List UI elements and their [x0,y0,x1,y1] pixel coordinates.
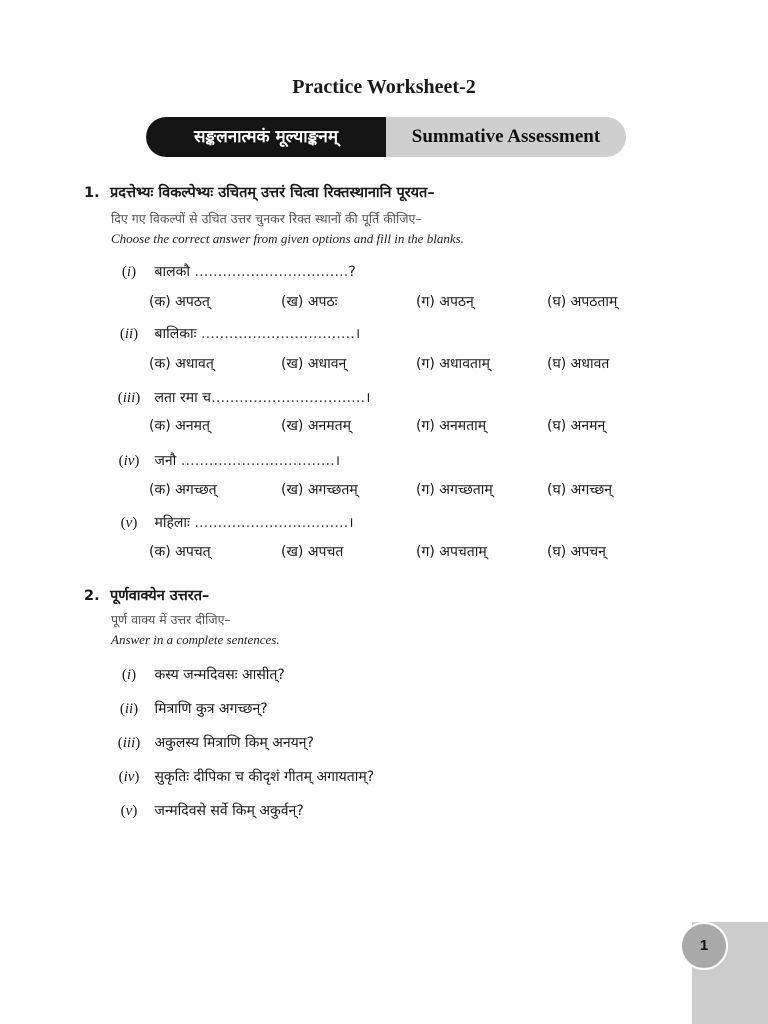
option-kha: (ख) अधावन् [281,356,347,372]
blank-line: …………………………… [211,390,366,406]
option-ka: (क) अनमत् [149,418,210,434]
option-ka: (क) अपठत् [149,294,210,310]
q2-item [108,767,374,786]
q1-item [108,513,354,532]
q2-heading [84,585,209,605]
option-ka: (क) अगच्छत् [149,482,217,498]
item-text: मित्राणि कुत्र अगच्छन्? [154,701,268,717]
q2-number: 2. [84,588,100,604]
item-text: अकुलस्य मित्राणि किम् अनयन्? [154,735,314,751]
item-end: ? [348,264,356,280]
item-roman: (iv) [118,769,140,785]
item-roman: (iv) [118,453,140,469]
q1-item [108,451,340,470]
option-gha: (घ) अपठताम् [547,294,618,310]
item-stem: महिलाः [154,515,190,531]
item-text: जन्मदिवसे सर्वे किम् अकुर्वन्? [154,803,304,819]
blank-line: …………………………… [194,264,349,280]
option-ga: (ग) अगच्छताम् [416,482,493,498]
item-roman: (iii) [117,735,141,751]
item-end: । [334,453,341,469]
q1-number: 1. [84,185,100,201]
item-end: । [348,515,354,531]
item-roman: (i) [121,264,137,280]
option-ga: (ग) अपठन् [416,294,474,310]
blank-line: …………………………… [200,326,355,342]
worksheet-title: Practice Worksheet-2 [292,76,476,98]
blank-line: …………………………… [194,515,349,531]
item-stem: बालिकाः [154,326,197,342]
item-roman: (iii) [117,390,141,406]
section-banner [146,117,626,157]
blank-line: …………………………… [180,453,335,469]
q1-english-instruction: Choose the correct answer from given options and fill in the blanks. [111,231,464,246]
option-ka: (क) अपचत् [149,544,211,560]
item-text: कस्य जन्मदिवसः आसीत्? [154,667,285,683]
option-gha: (घ) अपचन् [547,544,606,560]
page-number: 1 [680,922,728,970]
option-gha: (घ) अनमन् [547,418,606,434]
item-stem: जनौ [154,453,177,469]
q2-item [108,699,268,718]
option-gha: (घ) अगच्छन् [547,482,612,498]
item-text: सुकृतिः दीपिका च कीदृशं गीतम् अगायताम्? [154,769,375,785]
banner-english: Summative Assessment [411,126,601,147]
item-roman: (v) [120,803,138,819]
item-stem: बालकौ [154,264,190,280]
q1-heading [84,182,435,202]
banner-sanskrit: सङ्कलनात्मकं मूल्याङ्कनम् [146,117,386,157]
option-ka: (क) अधावत् [149,356,214,372]
option-kha: (ख) अनमतम् [281,418,352,434]
item-roman: (i) [121,667,137,683]
option-ga: (ग) अपचताम् [416,544,487,560]
item-end: । [365,390,371,406]
q2-item [108,801,304,820]
q2-item [108,733,314,752]
item-stem: लता रमा च [154,390,212,406]
item-roman: (ii) [119,701,139,717]
q1-hindi-instruction: दिए गए विकल्पों से उचित उत्तर चुनकर रिक्त स्थानों की पूर्ति कीजिए– [111,211,422,226]
option-kha: (ख) अपठः [281,294,338,310]
option-gha: (घ) अधावत [547,356,610,372]
q2-hindi-instruction: पूर्ण वाक्य में उत्तर दीजिए– [111,612,231,627]
q1-item [108,262,356,281]
q1-item [108,324,360,343]
q2-english-instruction: Answer in a complete sentences. [111,632,280,647]
item-end: । [354,326,361,342]
option-kha: (ख) अगच्छतम् [281,482,358,498]
option-kha: (ख) अपचत [281,544,344,560]
q1-item [108,388,370,407]
item-roman: (v) [120,515,138,531]
q1-heading-text: प्रदत्तेभ्यः विकल्पेभ्यः उचितम् उत्तरं चित्वा रिक्तस्थानानि पूरयत– [110,185,435,201]
item-roman: (ii) [119,326,139,342]
q2-heading-text: पूर्णवाक्येन उत्तरत– [110,588,210,604]
option-ga: (ग) अधावताम् [416,356,490,372]
q2-item [108,665,285,684]
option-ga: (ग) अनमताम् [416,418,487,434]
